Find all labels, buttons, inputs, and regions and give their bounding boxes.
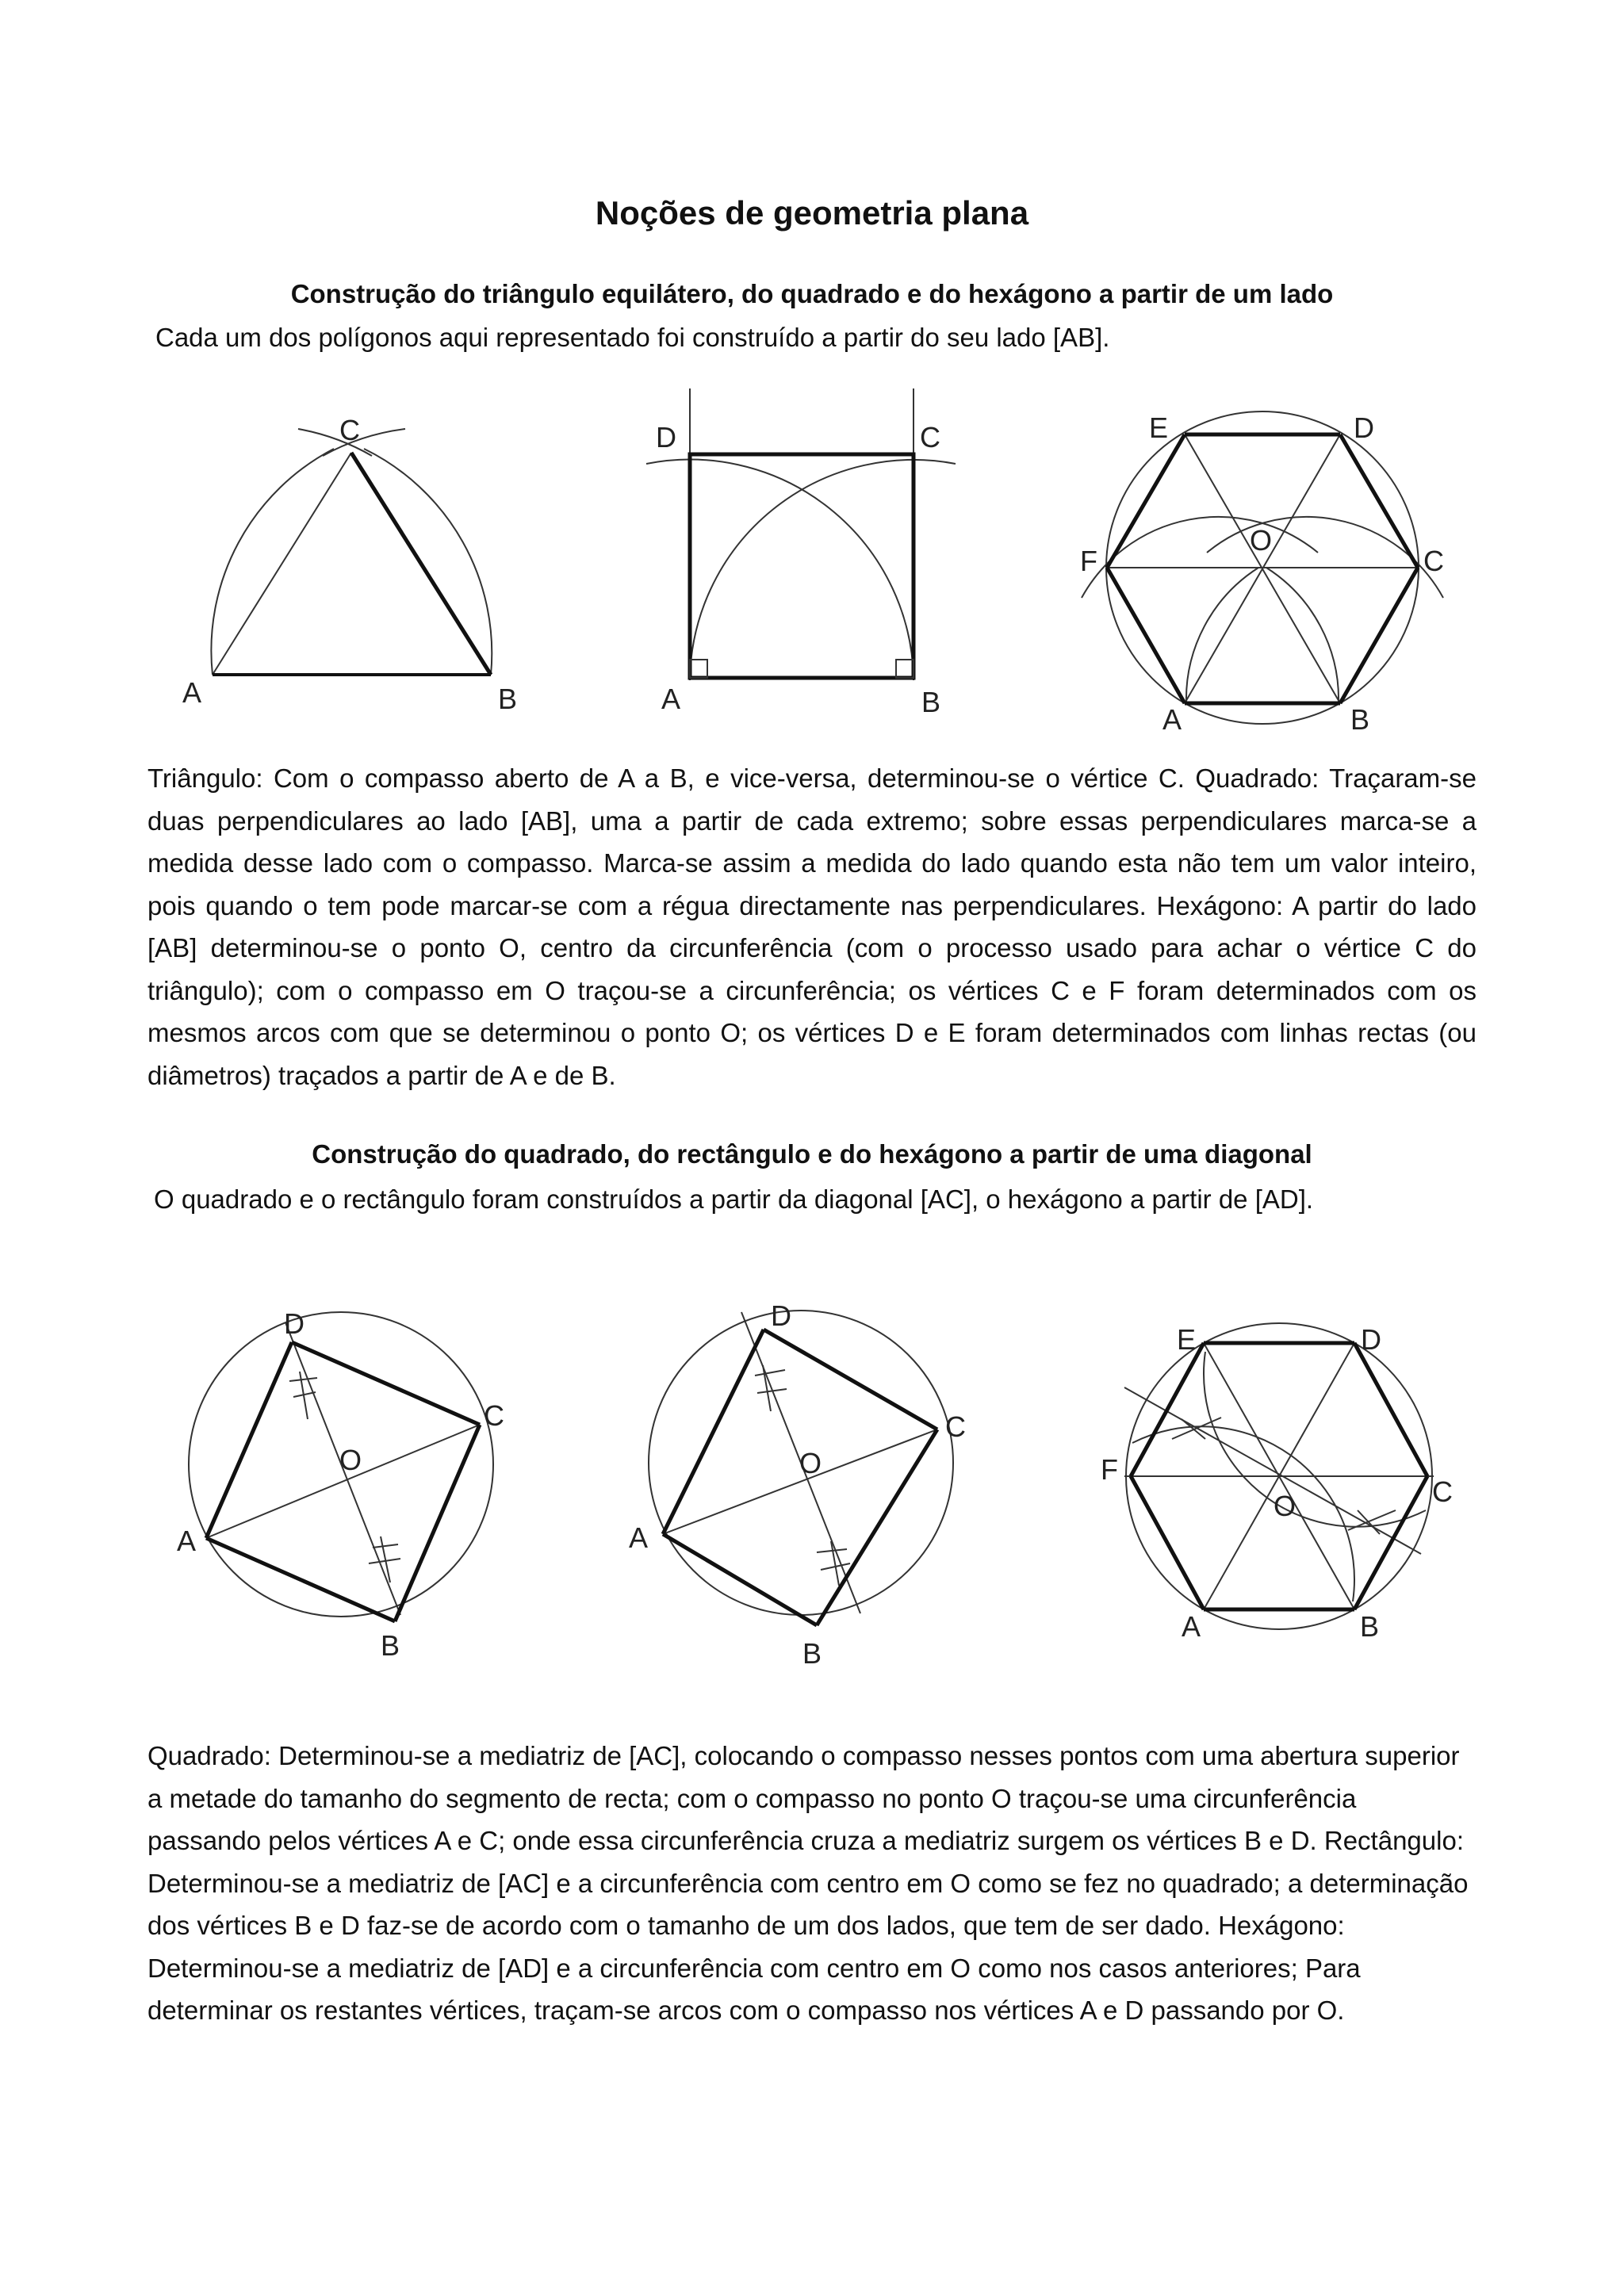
section2-heading: Construção do quadrado, do rectângulo e do hexágono a partir de uma diagonal (312, 1139, 1312, 1169)
square-label-a: A (661, 683, 681, 715)
figure-triangle-from-side (167, 396, 539, 729)
figure-square-from-diagonal (159, 1292, 523, 1673)
hexagon2-label-d: D (1361, 1323, 1381, 1356)
square-label-d: D (656, 421, 676, 453)
figure-hexagon-from-diagonal (1094, 1308, 1467, 1657)
square2-label-b: B (381, 1629, 400, 1662)
section1-heading: Construção do triângulo equilátero, do quadrado e do hexágono a partir de um lado (290, 279, 1334, 308)
section2-intro: O quadrado e o rectângulo foram construídos a partir da diagonal [AC], o hexágono a partir de [AD]. (154, 1184, 1314, 1214)
square2-label-o: O (339, 1444, 362, 1476)
hexagon2-label-f: F (1101, 1453, 1118, 1486)
section2-description: Quadrado: Determinou-se a mediatriz de [AC], colocando o compasso nesses pontos com uma abertura superior a metade do tamanho do segmento de recta; com o compasso no ponto O traçou-se uma circunferência passando pelos vértices A e C; onde essa circunferência cruza a mediatriz surgem os vértices B e D. Rectângulo: Determinou-se a mediatriz de [AC] e a circunferência com centro em O como se fez no quadrado; a determinação dos vértices B e D faz-se de acordo com o tamanho de um dos lados, que tem de ser dado. Hexágono: Determinou-se a mediatriz de [AD] e a circunferência com centro em O como nos casos anteriores; Para determinar os restantes vértices, traçam-se arcos com o compasso nos vértices A e D passando por O. (147, 1741, 1469, 2025)
hexagon2-label-e: E (1177, 1323, 1197, 1356)
hexagon2-label-b: B (1360, 1610, 1380, 1643)
hexagon2-label-c: C (1432, 1475, 1453, 1508)
square2-label-a: A (177, 1525, 197, 1557)
hexagon2-label-o: O (1274, 1490, 1297, 1522)
hexagon1-label-o: O (1250, 524, 1273, 557)
rectangle-label-b: B (802, 1637, 822, 1670)
square2-label-c: C (484, 1399, 504, 1432)
page-title: Noções de geometria plana (595, 194, 1029, 232)
triangle-label-c: C (339, 414, 360, 446)
square-label-b: B (921, 686, 941, 718)
hexagon1-label-c: C (1423, 545, 1444, 577)
rectangle-label-a: A (629, 1521, 649, 1554)
hexagon2-label-a: A (1182, 1610, 1201, 1643)
hexagon1-label-a: A (1162, 703, 1182, 736)
rectangle-label-c: C (945, 1410, 966, 1443)
rectangle-label-d: D (771, 1299, 791, 1332)
figure-square-from-side (634, 381, 975, 729)
section1-description: Triângulo: Com o compasso aberto de A a B, e vice-versa, determinou-se o vértice C. Quadrado: Traçaram-se duas perpendiculares ao lado [AB], uma a partir de cada extremo; sobre essas perpendiculares marca-se a medida desse lado com o compasso. Marca-se assim a medida do lado quando esta não tem um valor inteiro, pois quando o tem pode marcar-se com a régua directamente nas perpendiculares. Hexágono: A partir do lado [AB] determinou-se o ponto O, centro da circunferência (com o processo usado para achar o vértice C do triângulo); com o compasso em O traçou-se a circunferência; os vértices C e F foram determinados com os mesmos arcos com que se determinou o ponto O; os vértices D e E foram determinados com linhas rectas (ou diâmetros) traçados a partir de A e de B. (147, 763, 1477, 1090)
triangle-label-b: B (498, 683, 518, 715)
figure-hexagon-from-side (1078, 396, 1467, 737)
section1-intro: Cada um dos polígonos aqui representado foi construído a partir do seu lado [AB]. (155, 323, 1110, 352)
square-label-c: C (920, 421, 940, 453)
rectangle-label-o: O (799, 1447, 822, 1479)
square2-label-d: D (284, 1307, 304, 1340)
hexagon1-label-b: B (1350, 703, 1370, 736)
hexagon1-label-d: D (1354, 411, 1374, 444)
hexagon1-label-f: F (1080, 545, 1097, 577)
hexagon1-label-e: E (1149, 411, 1169, 444)
figure-rectangle-from-diagonal (619, 1284, 991, 1673)
triangle-label-a: A (182, 676, 202, 709)
